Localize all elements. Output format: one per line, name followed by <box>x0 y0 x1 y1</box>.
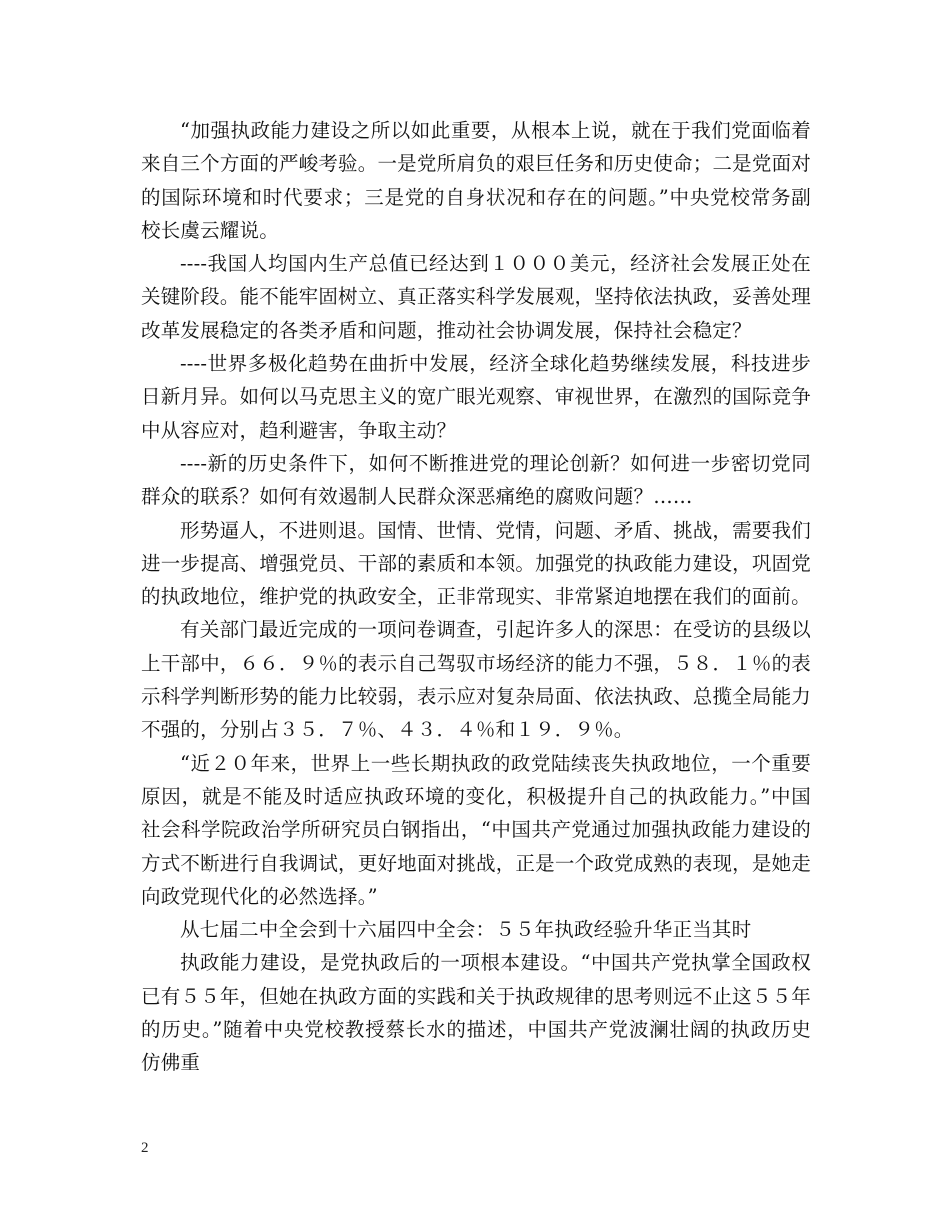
paragraph-expert-quote: “近２０年来，世界上一些长期执政的政党陆续丧失执政地位，一个重要原因，就是不能及时适应执政环境的变化，积极提升自己的执政能力。”中国社会科学院政治学所研究员白钢指出，“中国共产党通过加强执政能力建设的方式不断进行自我调试，更好地面对挑战，正是一个政党成熟的表现，是她走向政党现代化的必然选择。” <box>141 751 811 908</box>
paragraph-domestic-challenge: ----我国人均国内生产总值已经达到１０００美元，经济社会发展正处在关键阶段。能不能牢固树立、真正落实科学发展观，坚持依法执政，妥善处理改革发展稳定的各类矛盾和问题，推动社会协调发展，保持社会稳定？ <box>141 252 811 342</box>
paragraph-party-challenge: ----新的历史条件下，如何不断推进党的理论创新？如何进一步密切党同群众的联系？如何有效遏制人民群众深恶痛绝的腐败问题？…… <box>141 451 811 509</box>
page-number: 2 <box>141 1140 149 1156</box>
paragraph-situation: 形势逼人，不进则退。国情、世情、党情，问题、矛盾、挑战，需要我们进一步提高、增强党员、干部的素质和本领。加强党的执政能力建设，巩固党的执政地位，维护党的执政安全，正非常现实、非常紧迫地摆在我们的面前。 <box>141 518 811 609</box>
section-heading: 从七届二中全会到十六届四中全会：５５年执政经验升华正当其时 <box>180 918 752 942</box>
paragraph-history: 执政能力建设，是党执政后的一项根本建设。“中国共产党执掌全国政权已有５５年，但她在执政方面的实践和关于执政规律的思考则远不止这５５年的历史。”随着中央党校教授蔡长水的描述，中国共产党波澜壮阔的执政历史仿佛重 <box>141 951 811 1075</box>
paragraph-international-challenge: ----世界多极化趋势在曲折中发展，经济全球化趋势继续发展，科技进步日新月异。如何以马克思主义的宽广眼光观察、审视世界，在激烈的国际竞争中从容应对，趋利避害，争取主动？ <box>141 352 811 442</box>
paragraph-survey: 有关部门最近完成的一项问卷调查，引起许多人的深思：在受访的县级以上干部中，６６．９％的表示自己驾驭市场经济的能力不强，５８．１％的表示科学判断形势的能力比较弱，表示应对复杂局面、依法执政、总揽全局能力不强的，分别占３５．７％、４３．４％和１９．９％。 <box>141 618 811 742</box>
document-body <box>141 114 811 1080</box>
paragraph-quote-intro: “加强执政能力建设之所以如此重要，从根本上说，就在于我们党面临着来自三个方面的严峻考验。一是党所肩负的艰巨任务和历史使命；二是党面对的国际环境和时代要求；三是党的自身状况和存在的问题。”中央党校常务副校长虞云耀说。 <box>141 119 811 242</box>
